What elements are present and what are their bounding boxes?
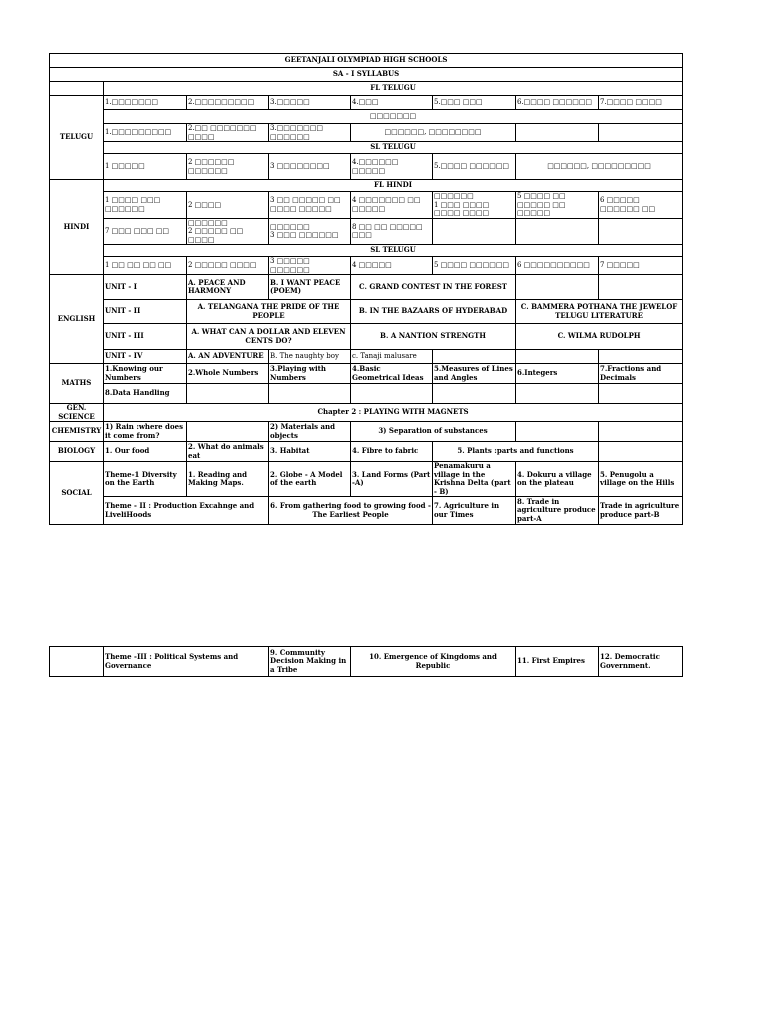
telugu-sl-lesson: 5.□□□□ □□□□□□ <box>433 154 516 180</box>
maths-chapter: 8.Data Handling <box>104 384 187 404</box>
telugu-fl-lesson: 6.□□□□ □□□□□□ <box>516 96 599 110</box>
english-lesson: B. A NANTION STRENGTH <box>351 324 516 350</box>
syllabus-table-continued <box>49 646 683 677</box>
english-lesson: B. The naughty boy <box>269 350 351 364</box>
hindi-sl-lesson: 6 □□□□□□□□□□ <box>516 257 599 275</box>
biology-chapter: 1. Our food <box>104 442 187 462</box>
maths-chapter: 5.Measures of Lines and Angles <box>433 364 516 384</box>
chemistry-chapter: 3) Separation of substances <box>351 422 516 442</box>
social-theme: Theme -III : Political Systems and Governance <box>104 647 269 677</box>
hindi-fl-lesson: □□□□□□ 1 □□□ □□□□ □□□□ □□□□ <box>433 192 516 219</box>
biology-chapter: 3. Habitat <box>269 442 351 462</box>
english-lesson: C. WILMA RUDOLPH <box>516 324 683 350</box>
hindi-fl-lesson: 1 □□□□ □□□ □□□□□□ <box>104 192 187 219</box>
telugu-fl-lesson: 1.□□□□□□□□□ <box>104 124 187 142</box>
hindi-sl-lesson: 4 □□□□□ <box>351 257 433 275</box>
hindi-fl-lesson: 5 □□□□ □□ □□□□□ □□ □□□□□ <box>516 192 599 219</box>
maths-chapter: 3.Playing with Numbers <box>269 364 351 384</box>
social-chapter: 9. Community Decision Making in a Tribe <box>269 647 351 677</box>
telugu-fl-lesson: 5.□□□ □□□ <box>433 96 516 110</box>
social-theme: Theme-1 Diversity on the Earth <box>104 462 187 497</box>
telugu-fl-section: □□□□□□□ <box>104 110 683 124</box>
social-chapter: 4. Dokuru a village on the plateau <box>516 462 599 497</box>
sl-telugu-title: SL TELUGU <box>104 142 683 154</box>
telugu-fl-lesson: 2.□□□□□□□□□ <box>187 96 269 110</box>
english-lesson: A. TELANGANA THE PRIDE OF THE PEOPLE <box>187 300 351 324</box>
social-chapter: 5. Penugolu a village on the Hills <box>599 462 683 497</box>
telugu-fl-lesson: 3.□□□□□ <box>269 96 351 110</box>
hindi-sl-lesson: 2 □□□□□ □□□□ <box>187 257 269 275</box>
telugu-fl-lesson: 2.□□ □□□□□□□ □□□□ <box>187 124 269 142</box>
maths-chapter: 6.Integers <box>516 364 599 384</box>
social-chapter: 8. Trade in agriculture produce part-A <box>516 497 599 525</box>
fl-telugu-title: FL TELUGU <box>104 82 683 96</box>
subject-social: SOCIAL <box>50 462 104 525</box>
hindi-sl-title: SL TELUGU <box>104 245 683 257</box>
social-chapter: 7. Agriculture in our Times <box>433 497 516 525</box>
hindi-fl-lesson: 6 □□□□□ □□□□□□ □□ <box>599 192 683 219</box>
telugu-fl-lesson: 7.□□□□ □□□□ <box>599 96 683 110</box>
social-theme: Theme - II : Production Excahnge and LiveliHoods <box>104 497 269 525</box>
social-chapter: 2. Globe - A Model of the earth <box>269 462 351 497</box>
english-lesson: c. Tanaji malusare <box>351 350 433 364</box>
telugu-fl-lesson: 4.□□□ <box>351 96 433 110</box>
telugu-sl-lesson: 2 □□□□□□ □□□□□□ <box>187 154 269 180</box>
hindi-fl-lesson: □□□□□□ 3 □□□ □□□□□□ <box>269 218 351 245</box>
social-chapter: 6. From gathering food to growing food - The Earliest People <box>269 497 433 525</box>
subject-gen-science: GEN. SCIENCE <box>50 404 104 422</box>
english-unit: UNIT - III <box>104 324 187 350</box>
hindi-fl-lesson: 8 □□ □□ □□□□□ □□□ <box>351 218 433 245</box>
telugu-sl-lesson: 1 □□□□□ <box>104 154 187 180</box>
english-lesson: C. GRAND CONTEST IN THE FOREST <box>351 275 516 300</box>
maths-chapter: 7.Fractions and Decimals <box>599 364 683 384</box>
social-chapter: 1. Reading and Making Maps. <box>187 462 269 497</box>
hindi-fl-lesson: □□□□□□ 2 □□□□□ □□ □□□□ <box>187 218 269 245</box>
subject-chemistry: CHEMISTRY <box>50 422 104 442</box>
fl-hindi-title: FL HINDI <box>104 180 683 192</box>
subject-hindi: HINDI <box>50 180 104 275</box>
hindi-sl-lesson: 5 □□□□ □□□□□□ <box>433 257 516 275</box>
maths-chapter: 4.Basic Geometrical Ideas <box>351 364 433 384</box>
english-unit: UNIT - I <box>104 275 187 300</box>
hindi-fl-lesson: 4 □□□□□□□ □□ □□□□□ <box>351 192 433 219</box>
hindi-sl-lesson: 7 □□□□□ <box>599 257 683 275</box>
telugu-fl-lesson: □□□□□□, □□□□□□□□ <box>351 124 516 142</box>
maths-chapter: 1.Knowing our Numbers <box>104 364 187 384</box>
telugu-sl-lesson: 4.□□□□□□ □□□□□ <box>351 154 433 180</box>
hindi-fl-lesson: 7 □□□ □□□ □□ <box>104 218 187 245</box>
social-chapter: Trade in agriculture produce part-B <box>599 497 683 525</box>
hindi-fl-lesson: 2 □□□□ <box>187 192 269 219</box>
social-chapter: 3. Land Forms (Part -A) <box>351 462 433 497</box>
hindi-sl-lesson: 3 □□□□□ □□□□□□ <box>269 257 351 275</box>
syllabus-title: SA - I SYLLABUS <box>50 68 683 82</box>
syllabus-table <box>49 53 683 525</box>
english-unit: UNIT - IV <box>104 350 187 364</box>
gen-science-chapter: Chapter 2 : PLAYING WITH MAGNETS <box>104 404 683 422</box>
biology-chapter: 4. Fibre to fabric <box>351 442 433 462</box>
subject-english: ENGLISH <box>50 275 104 364</box>
subject-biology: BIOLOGY <box>50 442 104 462</box>
hindi-sl-lesson: 1 □□ □□ □□ □□ <box>104 257 187 275</box>
subject-telugu: TELUGU <box>50 96 104 180</box>
telugu-sl-lesson: 3 □□□□□□□□ <box>269 154 351 180</box>
telugu-fl-lesson: 1.□□□□□□□ <box>104 96 187 110</box>
social-chapter: 11. First Empires <box>516 647 599 677</box>
social-chapter: 10. Emergence of Kingdoms and Republic <box>351 647 516 677</box>
subject-maths: MATHS <box>50 364 104 404</box>
maths-chapter: 2.Whole Numbers <box>187 364 269 384</box>
english-lesson: A. WHAT CAN A DOLLAR AND ELEVEN CENTS DO? <box>187 324 351 350</box>
biology-chapter: 5. Plants :parts and functions <box>433 442 599 462</box>
chemistry-chapter: 1) Rain :where does it come from? <box>104 422 187 442</box>
english-lesson: A. PEACE AND HARMONY <box>187 275 269 300</box>
english-lesson: B. I WANT PEACE (POEM) <box>269 275 351 300</box>
biology-chapter: 2. What do animals eat <box>187 442 269 462</box>
telugu-sl-lesson: □□□□□□, □□□□□□□□□ <box>516 154 683 180</box>
english-lesson: B. IN THE BAZAARS OF HYDERABAD <box>351 300 516 324</box>
english-unit: UNIT - II <box>104 300 187 324</box>
school-title: GEETANJALI OLYMPIAD HIGH SCHOOLS <box>50 54 683 68</box>
social-chapter: 12. Democratic Government. <box>599 647 683 677</box>
chemistry-chapter: 2) Materials and objects <box>269 422 351 442</box>
hindi-fl-lesson: 3 □□ □□□□□ □□ □□□□ □□□□□ <box>269 192 351 219</box>
english-lesson: C. BAMMERA POTHANA THE JEWELOF TELUGU LITERATURE <box>516 300 683 324</box>
telugu-fl-lesson: 3.□□□□□□□ □□□□□□ <box>269 124 351 142</box>
social-chapter: Penamakuru a village in the Krishna Delta (part - B) <box>433 462 516 497</box>
english-lesson: A. AN ADVENTURE <box>187 350 269 364</box>
